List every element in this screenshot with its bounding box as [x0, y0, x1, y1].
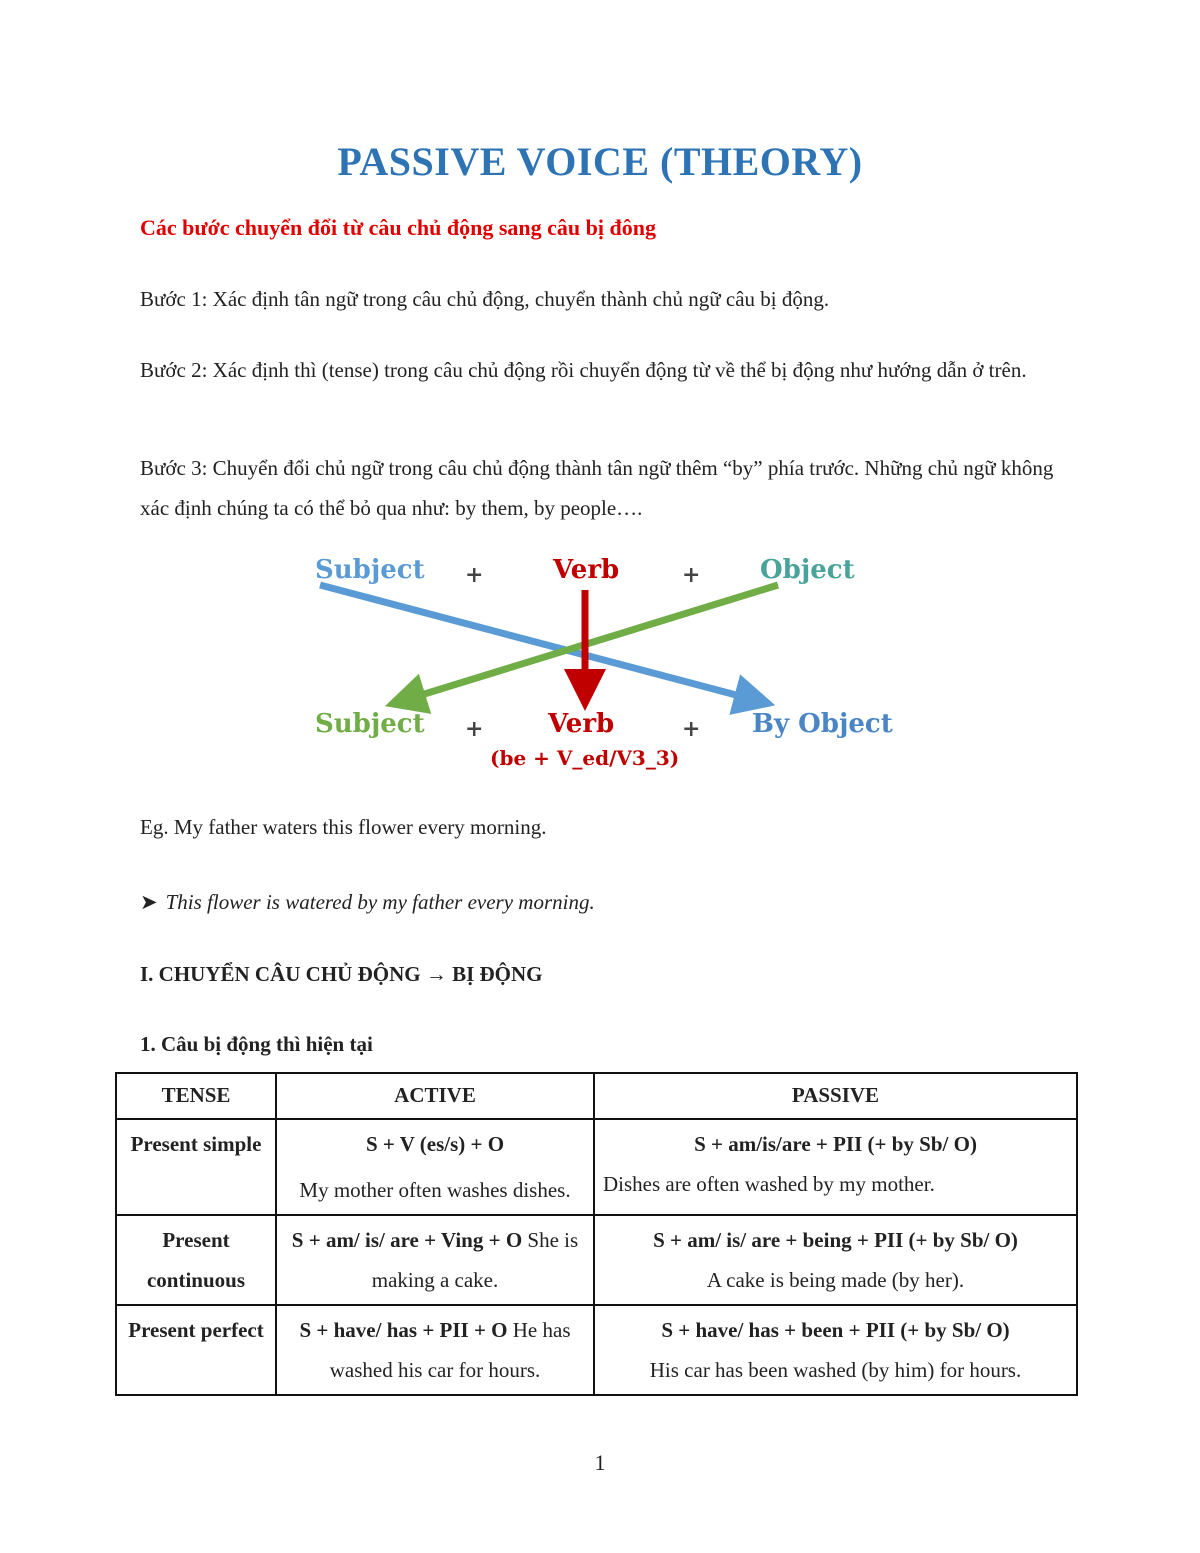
step-3: Bước 3: Chuyển đổi chủ ngữ trong câu chủ động thành tân ngữ thêm “by” phía trước. Những chủ ngữ không xác định chúng ta có thể bỏ qua như: by them, by people….	[140, 456, 1054, 520]
section-heading: I. CHUYỂN CÂU CHỦ ĐỘNG → BỊ ĐỘNG	[140, 962, 543, 986]
arrow-bullet-icon: ➤	[140, 890, 158, 914]
bottom-plus-2: +	[682, 716, 701, 742]
bottom-plus-1: +	[465, 716, 484, 742]
active-cell	[276, 1215, 594, 1305]
passive-example: A cake is being made (by her).	[706, 1268, 965, 1292]
passive-example: Dishes are often washed by my mother.	[603, 1172, 935, 1196]
passive-cell	[594, 1305, 1077, 1395]
top-plus-2: +	[682, 562, 701, 588]
active-example: He has washed his car for hours.	[329, 1318, 571, 1382]
green-arrow	[405, 585, 778, 700]
active-example: My mother often washes dishes.	[299, 1178, 571, 1202]
tense-cell: Present simple	[116, 1119, 276, 1215]
top-verb-label: Verb	[553, 555, 620, 585]
active-example: She is making a cake.	[371, 1228, 579, 1292]
step-1: Bước 1: Xác định tân ngữ trong câu chủ động, chuyển thành chủ ngữ câu bị động.	[140, 287, 830, 311]
top-object-label: Object	[760, 555, 855, 585]
result-text: This flower is watered by my father every morning.	[165, 890, 595, 914]
page-title: PASSIVE VOICE (THEORY)	[337, 139, 863, 184]
passive-cell	[594, 1119, 1077, 1215]
bottom-byobject-label: By Object	[752, 709, 893, 739]
active-formula: S + V (es/s) + O	[365, 1132, 505, 1156]
steps-heading: Các bước chuyển đổi từ câu chủ động sang câu bị đông	[140, 215, 656, 240]
table-row	[116, 1215, 1077, 1305]
active-formula: S + have/ has + PII + O	[299, 1318, 508, 1342]
bottom-verb-label: Verb	[548, 709, 615, 739]
active-formula: S + am/ is/ are + Ving + O	[291, 1228, 523, 1252]
page-number: 1	[594, 1450, 606, 1475]
table-row	[116, 1119, 1077, 1215]
active-cell	[276, 1305, 594, 1395]
passive-formula: S + am/is/are + PII (+ by Sb/ O)	[694, 1132, 977, 1156]
header-passive: PASSIVE	[594, 1073, 1077, 1119]
passive-formula: S + have/ has + been + PII (+ by Sb/ O)	[661, 1318, 1010, 1342]
passive-example: His car has been washed (by him) for hours.	[649, 1358, 1022, 1382]
header-active: ACTIVE	[276, 1073, 594, 1119]
subsection-heading: 1. Câu bị động thì hiện tại	[140, 1032, 373, 1056]
bottom-verb-note: (be + V_ed/V3_3)	[490, 746, 680, 770]
passive-transformation-diagram	[300, 540, 900, 780]
active-cell	[276, 1119, 594, 1215]
top-plus-1: +	[465, 562, 484, 588]
example-sentence: Eg. My father waters this flower every morning.	[140, 815, 547, 839]
table-row	[116, 1305, 1077, 1395]
passive-formula: S + am/ is/ are + being + PII (+ by Sb/ O)	[653, 1228, 1018, 1252]
bottom-subject-label: Subject	[315, 709, 425, 739]
table-header-row	[116, 1073, 1077, 1119]
tense-cell: Present perfect	[116, 1305, 276, 1395]
header-tense: TENSE	[116, 1073, 276, 1119]
passive-cell	[594, 1215, 1077, 1305]
tense-cell: Present continuous	[116, 1215, 276, 1305]
example-result	[140, 890, 595, 915]
blue-arrow	[320, 585, 755, 700]
top-subject-label: Subject	[315, 555, 425, 585]
step-2: Bước 2: Xác định thì (tense) trong câu chủ động rồi chuyển động từ về thể bị động như hướng dẫn ở trên.	[140, 358, 1027, 382]
present-passive-table	[115, 1072, 1078, 1396]
